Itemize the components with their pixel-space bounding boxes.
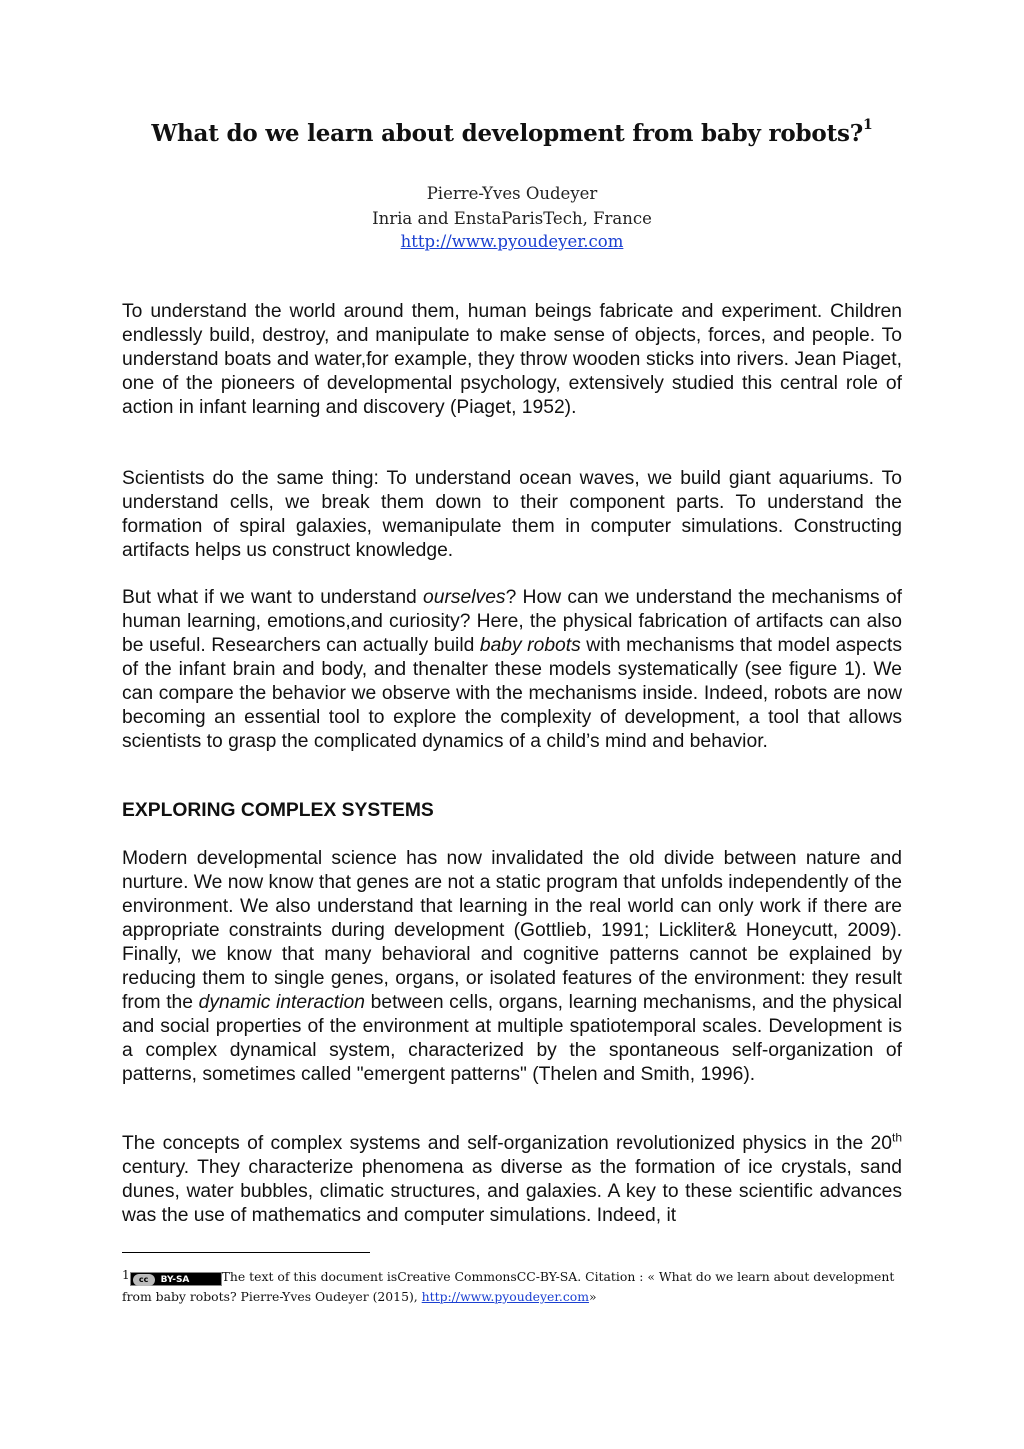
paper-title-text: What do we learn about development from baby robots? (151, 120, 864, 147)
paragraph-4: Modern developmental science has now invalidated the old divide between nature and nurture. We now know that genes are not a static program that unfolds independently of the environment. We also understand that learning in the real world can only work if there are appropriate constraints during development (Gottlieb, 1991; Lickliter& Honeycutt, 2009). Finally, we know that many behavioral and cognitive patterns cannot be explained by reducing them to single genes, organs, or isolated features of the environment: they result from the dynamic interaction between cells, organs, learning mechanisms, and the physical and social properties of the environment at multiple spatiotemporal scales. Development is a complex dynamical system, characterized by the spontaneous self-organization of patterns, sometimes called "emergent patterns" (Thelen and Smith, 1996). (122, 848, 902, 1085)
footnote-mark: 1 (122, 1268, 130, 1282)
paragraph-5: The concepts of complex systems and self-organization revolutionized physics in the 20th century. They characterize phenomena as diverse as the formation of ice crystals, sand dunes, water bubbles, climatic structures, and galaxies. A key to these scientific advances was the use of mathematics and computer simulations. Indeed, it (122, 1130, 902, 1226)
paragraph-3: But what if we want to understand ourselves? How can we understand the mechanisms of human learning, emotions,and curiosity? Here, the physical fabrication of artifacts can also be useful. Researchers can actually build baby robots with mechanisms that model aspects of the infant brain and body, and thenalter these models systematically (see figure 1). We can compare the behavior we observe with the mechanisms inside. Indeed, robots are now becoming an essential tool to explore the complexity of development, a tool that allows scientists to grasp the complicated dynamics of a child’s mind and behavior. (122, 587, 902, 752)
footnote-divider (122, 1252, 370, 1253)
author-name: Pierre-Yves Oudeyer (426, 184, 598, 203)
cc-by-sa-license-icon: cc BY-SA (130, 1272, 222, 1286)
footnote-text: The text of this document isCreative CommonsCC-BY-SA. Citation : « What do we learn about development from baby robots? Pierre-Yves Oudeyer (2015), (122, 1269, 895, 1304)
emphasis-baby-robots: baby robots (479, 635, 581, 656)
footnote-url-link[interactable]: http://www.pyoudeyer.com (421, 1289, 589, 1304)
emphasis-dynamic-interaction: dynamic interaction (198, 992, 366, 1013)
paragraph-1: To understand the world around them, human beings fabricate and experiment. Children endlessly build, destroy, and manipulate to make sense of objects, forces, and people. To understand boats and water,for example, they throw wooden sticks into rivers. Jean Piaget, one of the pioneers of developmental psychology, extensively studied this central role of action in infant learning and discovery (Piaget, 1952). (122, 301, 902, 418)
author-url-link[interactable]: http://www.pyoudeyer.com (400, 232, 624, 251)
superscript-th: th (891, 1130, 902, 1145)
title-footnote-mark: 1 (863, 117, 873, 134)
author-affiliation: Inria and EnstaParisTech, France (372, 209, 652, 228)
emphasis-ourselves: ourselves (423, 587, 506, 608)
paragraph-2: Scientists do the same thing: To understand ocean waves, we build giant aquariums. To understand cells, we break them down to their component parts. To understand the formation of spiral galaxies, wemanipulate them in computer simulations. Constructing artifacts helps us construct knowledge. (122, 468, 902, 561)
paper-title (0, 117, 1024, 147)
footnote: 1 cc BY-SA The text of this document isCreative CommonsCC-BY-SA. Citation : « What do we learn about development from baby robots? Pierre-Yves Oudeyer (2015), http://www.pyoudeyer.com» (122, 1268, 895, 1304)
section-heading: EXPLORING COMPLEX SYSTEMS (122, 800, 434, 821)
